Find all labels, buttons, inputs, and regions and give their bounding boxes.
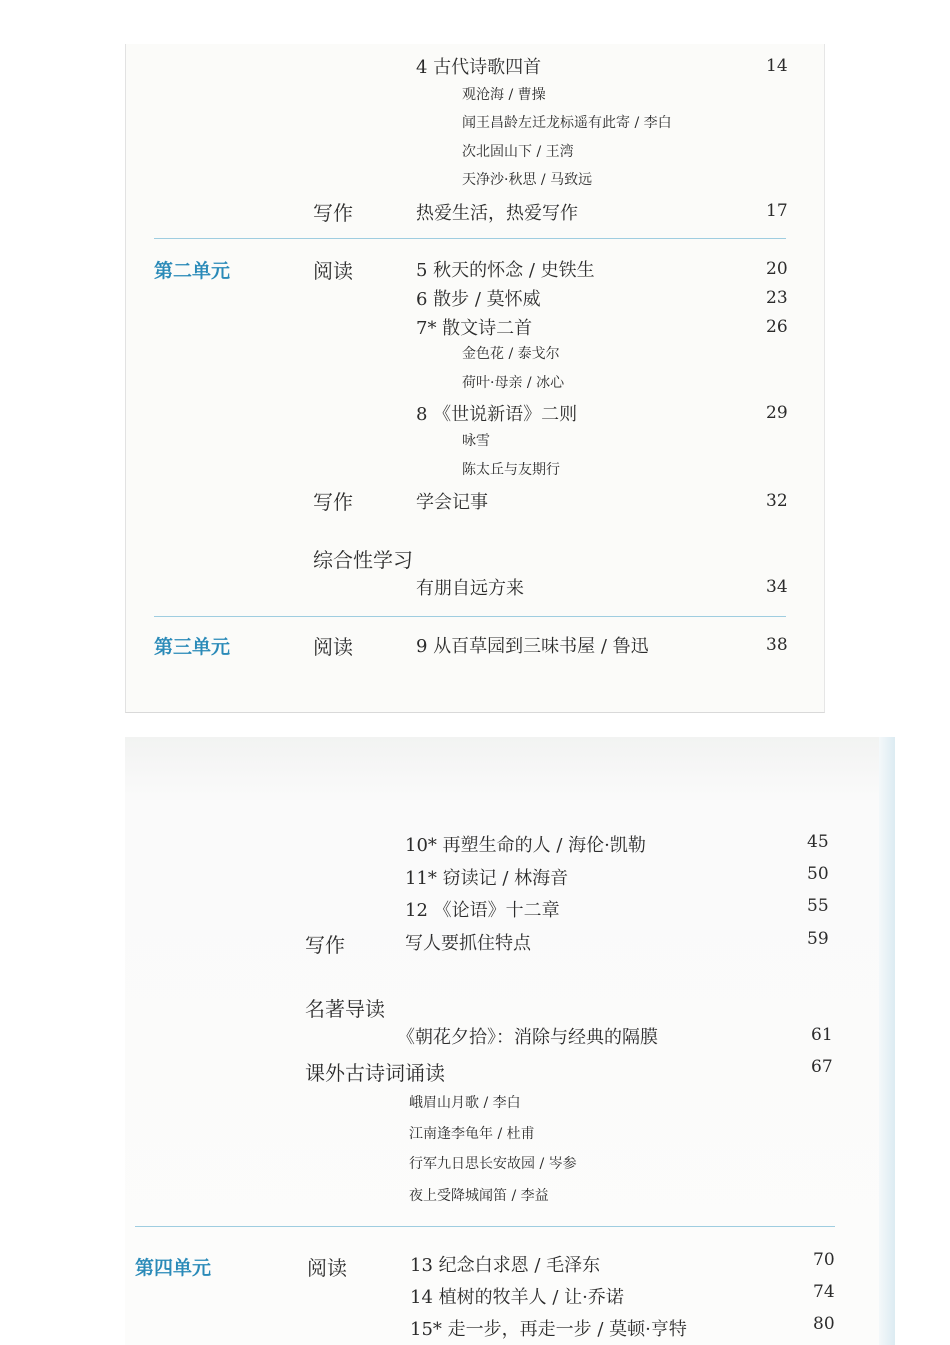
section-label-writing: 写作	[305, 933, 345, 957]
section-label-integrated: 综合性学习	[313, 548, 413, 572]
section-label-reading: 阅读	[313, 635, 353, 659]
toc-entry-integrated: 有朋自远方来	[416, 578, 524, 599]
toc-sub-entry: 天净沙·秋思 / 马致远	[462, 172, 593, 188]
page-number: 38	[766, 635, 788, 655]
page-number: 17	[766, 201, 788, 221]
toc-entry-7: 7* 散文诗二首	[416, 318, 533, 339]
section-label-writing: 写作	[313, 490, 353, 514]
page-number: 26	[766, 317, 788, 337]
toc-entry-14: 14 植树的牧羊人 / 让·乔诺	[410, 1287, 624, 1308]
toc-entry-9: 9 从百草园到三味书屋 / 鲁迅	[416, 636, 649, 657]
section-label-poems: 课外古诗词诵读	[305, 1061, 445, 1085]
poem-entry: 江南逢李龟年 / 杜甫	[409, 1126, 535, 1142]
toc-entry-10: 10* 再塑生命的人 / 海伦·凯勒	[405, 835, 646, 856]
page-number: 67	[811, 1057, 833, 1077]
section-label-classics: 名著导读	[305, 997, 385, 1021]
section-label-reading: 阅读	[307, 1256, 347, 1280]
unit-divider	[154, 616, 786, 617]
page-number: 55	[807, 896, 829, 916]
toc-sub-entry: 闻王昌龄左迁龙标遥有此寄 / 李白	[462, 115, 672, 131]
page-number: 14	[766, 56, 788, 76]
toc-sub-entry: 金色花 / 泰戈尔	[462, 346, 560, 362]
toc-entry-12: 12 《论语》十二章	[405, 900, 560, 921]
toc-entry-15: 15* 走一步，再走一步 / 莫顿·亨特	[410, 1319, 687, 1340]
page-number: 50	[807, 864, 829, 884]
page-number: 45	[807, 832, 829, 852]
toc-entry-11: 11* 窃读记 / 林海音	[405, 868, 569, 889]
section-label-writing: 写作	[313, 201, 353, 225]
toc-page-lower	[125, 737, 895, 1345]
page-number: 34	[766, 577, 788, 597]
toc-entry-13: 13 纪念白求恩 / 毛泽东	[410, 1255, 601, 1276]
toc-entry-5: 5 秋天的怀念 / 史铁生	[416, 260, 595, 281]
page-number: 74	[813, 1282, 835, 1302]
toc-entry-4: 4 古代诗歌四首	[416, 57, 542, 78]
page-edge-shadow	[879, 737, 895, 1345]
toc-sub-entry: 观沧海 / 曹操	[462, 87, 546, 103]
page-number: 70	[813, 1250, 835, 1270]
unit-divider	[154, 238, 786, 239]
page-number: 29	[766, 403, 788, 423]
toc-entry-writing: 学会记事	[416, 492, 488, 513]
section-label-reading: 阅读	[313, 259, 353, 283]
toc-entry-8: 8 《世说新语》二则	[416, 404, 578, 425]
unit-title-2: 第二单元	[154, 260, 231, 282]
unit-title-4: 第四单元	[135, 1257, 212, 1279]
unit-divider	[135, 1226, 835, 1227]
toc-sub-entry: 咏雪	[462, 433, 490, 449]
poem-entry: 峨眉山月歌 / 李白	[409, 1095, 521, 1111]
toc-sub-entry: 荷叶·母亲 / 冰心	[462, 375, 565, 391]
page-number: 59	[807, 929, 829, 949]
poem-entry: 夜上受降城闻笛 / 李益	[409, 1188, 549, 1204]
toc-entry-classics: 《朝花夕拾》：消除与经典的隔膜	[397, 1027, 658, 1048]
toc-sub-entry: 次北固山下 / 王湾	[462, 144, 574, 160]
toc-entry-6: 6 散步 / 莫怀威	[416, 289, 541, 310]
poem-entry: 行军九日思长安故园 / 岑参	[409, 1156, 577, 1172]
toc-entry-writing: 写人要抓住特点	[405, 933, 531, 954]
page-number: 80	[813, 1314, 835, 1334]
toc-sub-entry: 陈太丘与友期行	[462, 462, 560, 478]
unit-title-3: 第三单元	[154, 636, 231, 658]
toc-page-upper	[125, 44, 825, 713]
page-number: 20	[766, 259, 788, 279]
page-number: 32	[766, 491, 788, 511]
toc-entry-writing: 热爱生活，热爱写作	[416, 203, 578, 224]
page-number: 23	[766, 288, 788, 308]
page-number: 61	[811, 1025, 833, 1045]
